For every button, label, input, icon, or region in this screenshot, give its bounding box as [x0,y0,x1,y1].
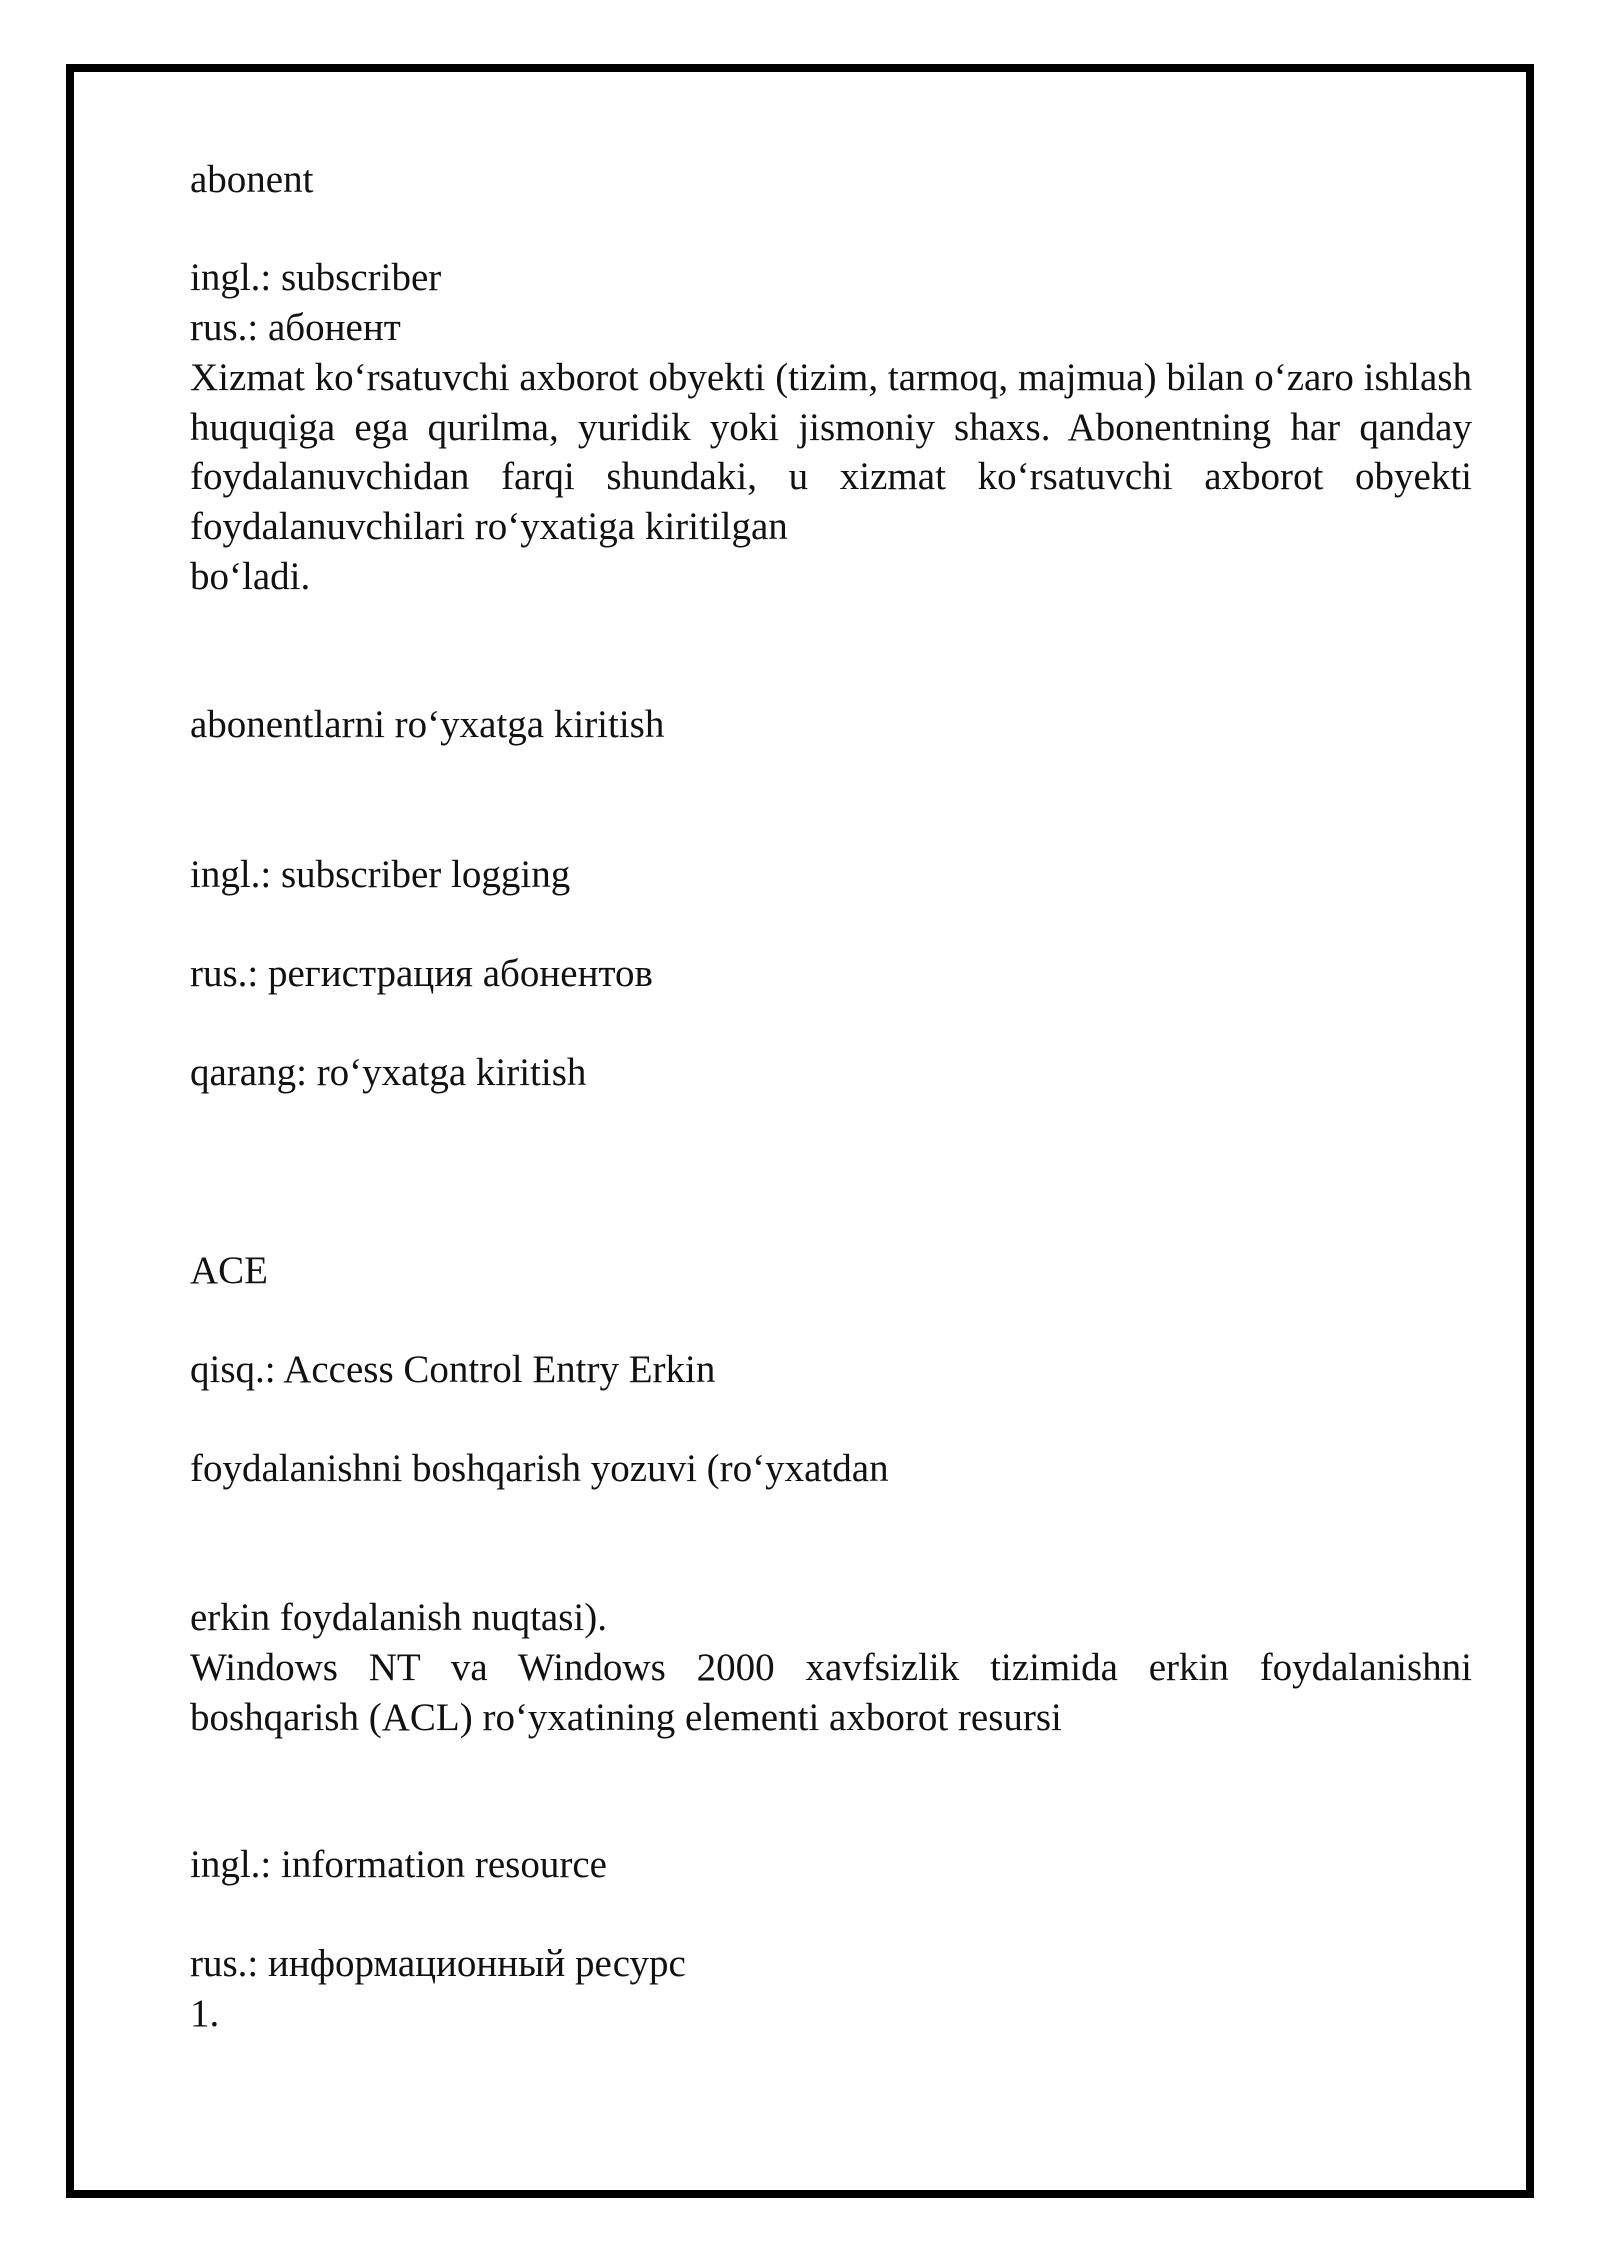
translation-russian: rus.: абонент [190,306,401,349]
abbreviation-expansion-end: erkin foydalanish nuqtasi). [190,1596,607,1639]
definition-ace: Windows NT va Windows 2000 xavfsizlik tizimida erkin foydalanishni boshqarish (ACL) ro‘yxatining elementi axborot resursi [190,1646,1472,1739]
translation-english: ingl.: information resource [190,1843,607,1886]
term-ace: ACE [190,1249,268,1292]
item-number: 1. [190,1992,220,2035]
translation-russian: rus.: информационный ресурс [190,1942,686,1985]
cross-reference: qarang: ro‘yxatga kiritish [190,1051,587,1094]
term-subscriber-logging: abonentlarni ro‘yxatga kiritish [190,703,665,746]
abbreviation: qisq.: Access Control Entry Erkin [190,1348,716,1391]
term-abonent: abonent [190,158,314,201]
translation-english: ingl.: subscriber logging [190,853,571,896]
abbreviation-expansion: foydalanishni boshqarish yozuvi (ro‘yxatdan [190,1447,889,1490]
definition-abonent-end: bo‘ladi. [190,555,311,598]
definition-abonent: Xizmat ko‘rsatuvchi axborot obyekti (tizim, tarmoq, majmua) bilan o‘zaro ishlash huquqiga ega qurilma, yuridik yoki jismoniy shaxs. Abonentning har qanday foydalanuvchidan farqi shundaki, u xizmat ko‘rsatuvchi axborot obyekti foydalanuvchilari ro‘yxatiga kiritilgan [190,356,1472,548]
translation-english: ingl.: subscriber [190,256,442,299]
translation-russian: rus.: регистрация абонентов [190,952,653,995]
